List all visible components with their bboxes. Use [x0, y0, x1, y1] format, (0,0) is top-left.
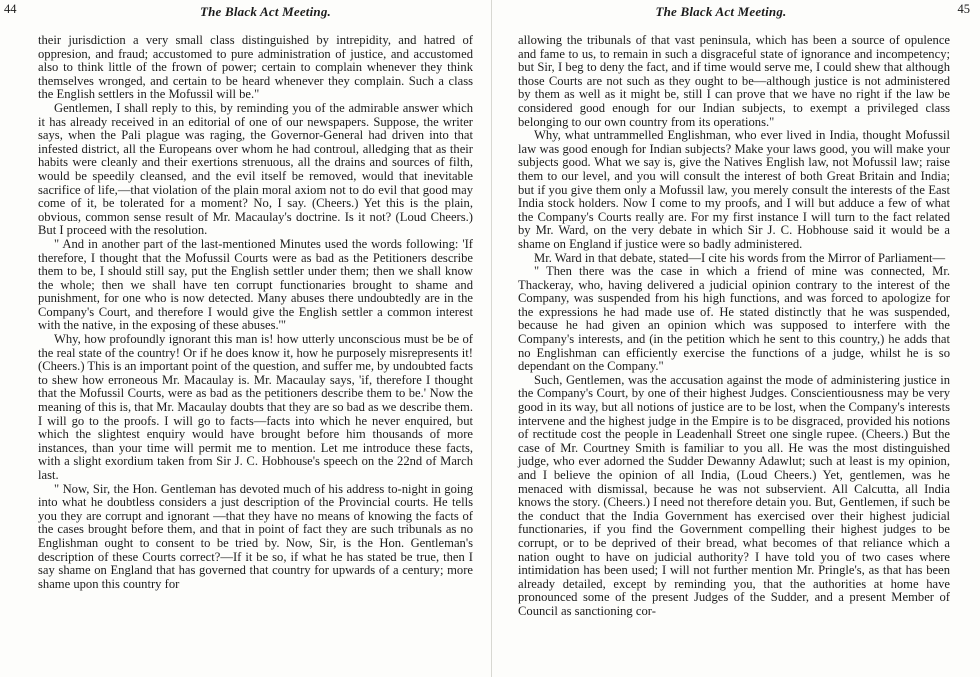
- paragraph: Gentlemen, I shall reply to this, by reminding you of the admirable answer which it has already received in an editorial of one of our newspapers. Suppose, the writer says, when the Pali plague was raging, the Governor-General had driven into that infested district, all the Europeans over whom he had controul, alledging that as their habits were cleanly and their exertions strenuous, all the drains and sources of filth, would be speedily cleansed, and the evil itself be removed, would that inevitable sacrifice of life,—that violation of the plain moral axiom not to do evil that good may come of it, be tolerated for a moment? No, I say. (Cheers.) Yet this is the plain, obvious, common sense result of Mr. Macaulay's doctrine. Is it not? (Loud Cheers.) But I proceed with the resolution.: [38, 100, 473, 238]
- quoted-paragraph: " And in another part of the last-mentioned Minutes used the words following: 'If therefore, I thought that the Mofussil Courts were as bad as the Petitioners describe them to be, I should still say, put the English settler under them; then we shall know the whole; then we shall have ten corrupt functionaries brought to shame and punishment, for one who is now detected. Many abuses there undoubtedly are in the Company's Court, and therefore I would give the English settler a common interest with the native, in the exposing of these abuses.'": [38, 236, 473, 333]
- quoted-paragraph: " Now, Sir, the Hon. Gentleman has devoted much of his address to-night in going into what he doubtless considers a just description of the Provincial courts. He tells you they are corrupt and ignorant —that they have no means of knowing the facts of the cases brought before them, and that in point of fact they are such tribunals as no Englishman ought to consent to be tried by. Now, Sir, is the Hon. Gentleman's description of these Courts correct?—If it be so, if what he has stated be true, then I say shame on England that has governed that country for upwards of a century; more shame upon this country for: [38, 481, 473, 591]
- running-head: The Black Act Meeting.: [655, 4, 787, 19]
- page-body: [38, 34, 473, 591]
- paragraph: Mr. Ward in that debate, stated—I cite his words from the Mirror of Parliament—: [534, 250, 946, 265]
- right-page: [491, 0, 980, 677]
- paragraph: their jurisdiction a very small class distinguished by intrepidity, and hatred of oppresion, and fraud; accustomed to pure administration of justice, and accustomed also to think little of the frown of power; certain to complain whenever they think themselves wronged, and certain to be heard whenever they complain. Such a class the English settlers in the Mofussil will be.": [38, 33, 473, 102]
- paragraph: Why, what untrammelled Englishman, who ever lived in India, thought Mofussil law was good enough for Indian subjects? Make your laws good, you will make your subjects good. What we say is, give the Natives English law, not Mofussil law; raise them to our level, and you will consult the interest of both Great Britain and India; but if you give them only a Mofussil law, you merely consult the interests of the East India stock holders. Now I come to my proofs, and I will but adduce a few of what the Company's Courts really are. For my first instance I will turn to the fact related by Mr. Ward, on the very debate in which Sir J. C. Hobhouse said it would be a shame on England if justice were so badly administered.: [518, 128, 950, 251]
- page-number: 45: [957, 2, 970, 16]
- quoted-paragraph: " Then there was the case in which a friend of mine was connected, Mr. Thackeray, who, having delivered a judicial opinion contrary to the interest of the Company, was suspended from his high functions, and was forced to apologize for the expressions he had made use of. He stated distinctly that he was suspended, because he had given an opinion which was supposed to interfere with the Company's interests, and (in the petition which he sent to this country,) he adds that no Englishman can efficiently exercise the functions of a judge, whilst he is so dependant on the Company.": [518, 264, 950, 374]
- page-number: 44: [4, 2, 17, 16]
- running-head: The Black Act Meeting.: [199, 4, 332, 19]
- paragraph: Why, how profoundly ignorant this man is! how utterly unconscious must be be of the real state of the country! Or if he does know it, how he purposely misrepresents it! (Cheers.) This is an important point of the question, and suffer me, by undoubted facts to shew how erroneous Mr. Macaulay is. Mr. Macaulay says, 'if, therefore I thought that the Mofussil Courts, were as bad as the petitioners describe them to be.' Now the meaning of this is, that Mr. Macaulay doubts that they are so bad as we describe them. I will go to the proofs. I will go to facts—facts into which he never enquired, but which the slightest enquiry would have brought before him thousands of more instances, than your time will permit me to mention. Let me introduce these facts, with a slight exordium taken from Sir J. C. Hobhouse's speech on the 22nd of March last.: [38, 332, 473, 482]
- paragraph: allowing the tribunals of that vast peninsula, which has been a source of opulence and fame to us, to remain in such a disgraceful state of ignorance and incompetency; but Sir, I beg to deny the fact, and if time would serve me, I could shew that although those Courts are not such as they ought to be—although justice is not administered by them as well as it might be, still I can prove that we have no right if the law be considered good enough for our Indian subjects, to exempt a privileged class belonging to our own country from its operations.": [518, 33, 950, 129]
- paragraph: Such, Gentlemen, was the accusation against the mode of administering justice in the Company's Court, by one of their highest Judges. Conscientiousness may be very good in its way, but all notions of justice are to be lost, when the Company's interests intervene and the highest judge in the Empire is to be disgraced, provided his notions of rectitude cost the people in Leadenhall Street one single rupee. (Cheers.) But the case of Mr. Courtney Smith is familiar to you all. He was the most distinguished judge, who ever adorned the Sudder Dewanny Adawlut; such at least is my opinion, and I believe the opinion of all India, (Loud Cheers.) Yet, gentlemen, was he menaced with dismissal, because he was not subservient. All Calcutta, all India knows the story. (Cheers.) I need not therefore detain you. But, Gentlemen, if such be the conduct that the India Government has exercised over their highest judicial functionaries, if you find the Government compelling their highest judges to be corrupt, or to be deprived of their bread, what becomes of that reliance which a nation ought to have on judicial authority? I have told you of two cases where intimidation has been used; I will not further mention Mr. Pringle's, as that has been already detailed, except by reminding you, that the authorities at home have pronounced some of the present Judges of the Sudder, and a present Member of Council as sanctioning cor-: [518, 372, 950, 618]
- page-body: [518, 34, 950, 619]
